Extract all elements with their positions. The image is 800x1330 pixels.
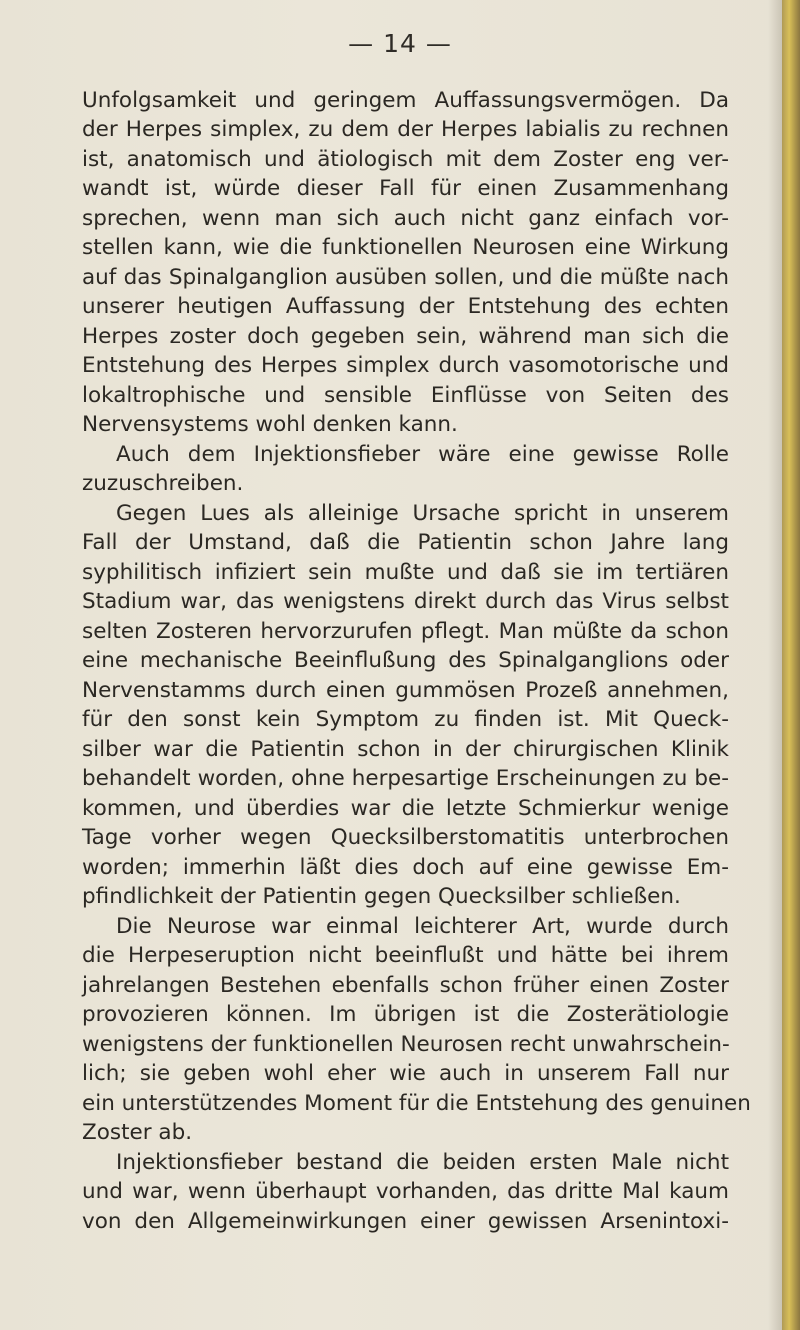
text-line: Die Neurose war einmal leichterer Art, wurde durch (116, 914, 729, 939)
text-line: sprechen, wenn man sich auch nicht ganz einfach vor- (82, 206, 729, 231)
text-line: unserer heutigen Auffassung der Entstehung des echten (82, 294, 729, 319)
text-line: Entstehung des Herpes simplex durch vasomotorische und (82, 353, 729, 378)
text-line: lokaltrophische und sensible Einflüsse von Seiten des (82, 383, 729, 408)
text-line: syphilitisch infiziert sein mußte und daß sie im tertiären (82, 560, 729, 585)
text-line: die Herpeseruption nicht beeinflußt und hätte bei ihrem (82, 943, 729, 968)
text-line: Unfolgsamkeit und geringem Auffassungsvermögen. Da (82, 88, 729, 113)
text-line: Gegen Lues als alleinige Ursache spricht in unserem (116, 501, 729, 526)
page-number: — 14 — (348, 29, 452, 58)
text-line: Stadium war, das wenigstens direkt durch das Virus selbst (82, 589, 729, 614)
text-line: worden; immerhin läßt dies doch auf eine gewisse Em- (82, 855, 729, 880)
text-line: für den sonst kein Symptom zu finden ist. Mit Queck- (82, 707, 729, 732)
text-line: silber war die Patientin schon in der chirurgischen Klinik (82, 737, 729, 762)
text-line: wenigstens der funktionellen Neurosen recht unwahrschein- (82, 1032, 730, 1057)
text-line: auf das Spinalganglion ausüben sollen, und die müßte nach (82, 265, 729, 290)
book-edge (782, 0, 800, 1330)
text-line: kommen, und überdies war die letzte Schmierkur wenige (82, 796, 729, 821)
text-line: Auch dem Injektionsfieber wäre eine gewisse Rolle (116, 442, 729, 467)
text-line: Injektionsfieber bestand die beiden ersten Male nicht (116, 1150, 729, 1175)
text-line: selten Zosteren hervorzurufen pflegt. Man müßte da schon (82, 619, 729, 644)
text-line: wandt ist, würde dieser Fall für einen Zusammenhang (82, 176, 729, 201)
text-line: behandelt worden, ohne herpesartige Erscheinungen zu be- (82, 766, 729, 791)
text-line: ist, anatomisch und ätiologisch mit dem Zoster eng ver- (82, 147, 729, 172)
text-line: provozieren können. Im übrigen ist die Zosterätiologie (82, 1002, 729, 1027)
text-line: der Herpes simplex, zu dem der Herpes labialis zu rechnen (82, 117, 729, 142)
text-line: eine mechanische Beeinflußung des Spinalganglions oder (82, 648, 729, 673)
text-line: Nervensystems wohl denken kann. (82, 412, 458, 437)
text-line: Herpes zoster doch gegeben sein, während man sich die (82, 324, 729, 349)
text-line: ein unterstützendes Moment für die Entstehung des genuinen (82, 1091, 751, 1116)
text-line: Nervenstamms durch einen gummösen Prozeß annehmen, (82, 678, 729, 703)
text-line: pfindlichkeit der Patientin gegen Quecksilber schließen. (82, 884, 681, 909)
text-line: von den Allgemeinwirkungen einer gewissen Arsenintoxi- (82, 1209, 729, 1234)
text-line: Fall der Umstand, daß die Patientin schon Jahre lang (82, 530, 729, 555)
text-line: jahrelangen Bestehen ebenfalls schon früher einen Zoster (82, 973, 729, 998)
text-line: und war, wenn überhaupt vorhanden, das dritte Mal kaum (82, 1179, 729, 1204)
text-line: zuzuschreiben. (82, 471, 244, 496)
text-line: stellen kann, wie die funktionellen Neurosen eine Wirkung (82, 235, 729, 260)
text-line: Zoster ab. (82, 1120, 193, 1145)
page-gutter-shadow (768, 0, 782, 1330)
text-line: Tage vorher wegen Quecksilberstomatitis unterbrochen (82, 825, 729, 850)
text-line: lich; sie geben wohl eher wie auch in unserem Fall nur (82, 1061, 729, 1086)
